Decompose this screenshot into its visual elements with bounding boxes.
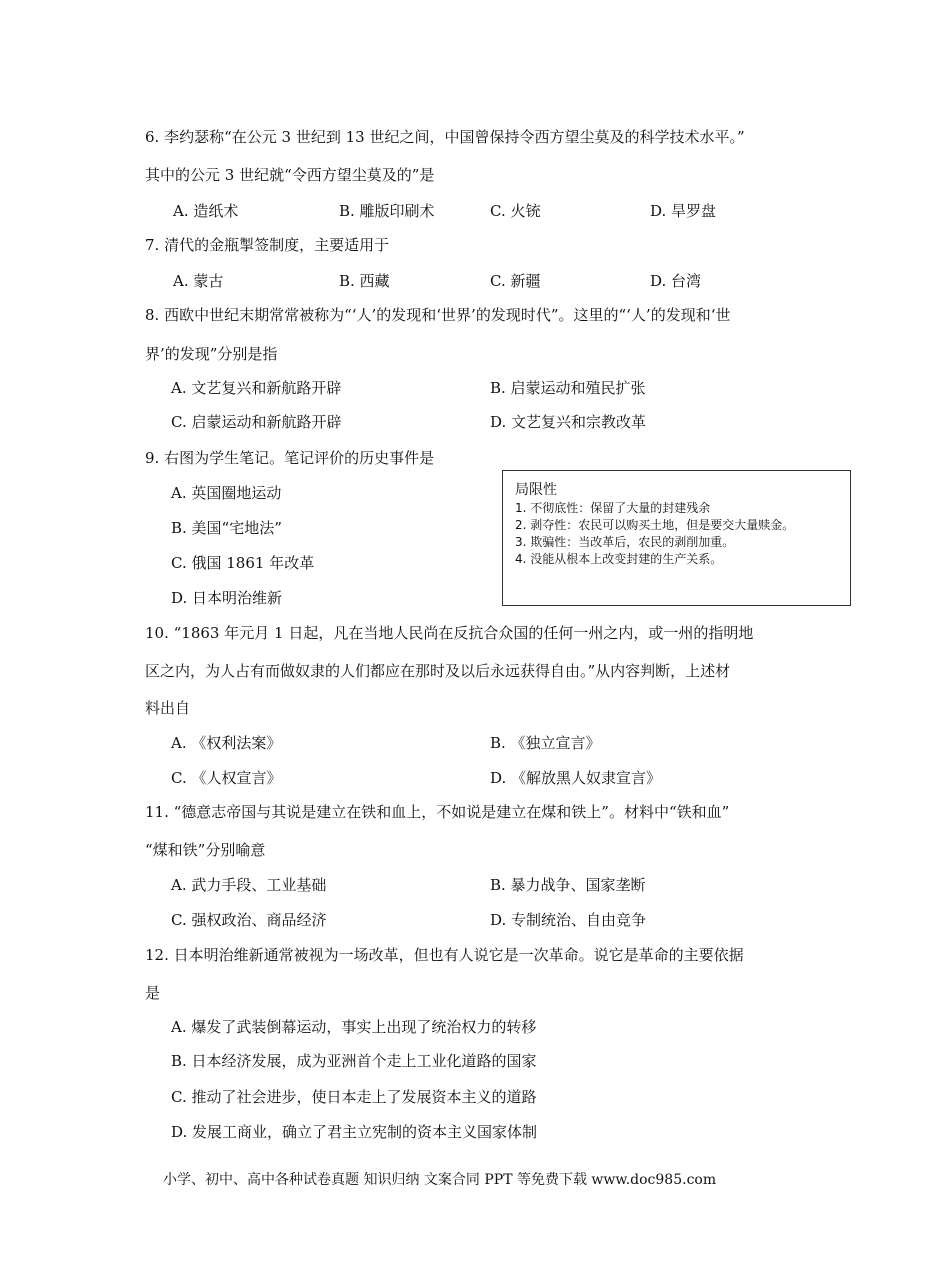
q11-line-2: “煤和铁”分别喻意	[145, 841, 266, 859]
note-line-4: 4. 没能从根本上改变封建的生产关系。	[515, 552, 723, 566]
q10-line-3: 料出自	[145, 699, 191, 717]
q10-option-d: D. 《解放黑人奴隶宣言》	[490, 769, 662, 787]
student-note-box	[502, 470, 851, 606]
q11-option-b: B. 暴力战争、国家垄断	[490, 876, 646, 894]
q6-line-1: 6. 李约瑟称“在公元 3 世纪到 13 世纪之间，中国曾保持令西方望尘莫及的科学技术水平。”	[145, 128, 745, 146]
note-line-1: 1. 不彻底性：保留了大量的封建残余	[515, 501, 711, 515]
q12-line-1: 12. 日本明治维新通常被视为一场改革，但也有人说它是一次革命。说它是革命的主要依据	[145, 946, 744, 964]
q6-line-2: 其中的公元 3 世纪就“令西方望尘莫及的”是	[145, 166, 435, 184]
q8-line-1: 8. 西欧中世纪末期常常被称为“‘人’的发现和‘世界’的发现时代”。这里的“‘人’的发现和‘世	[145, 306, 731, 324]
q10-line-1: 10. “1863 年元月 1 日起，凡在当地人民尚在反抗合众国的任何一州之内，或一州的指明地	[145, 624, 754, 642]
note-title: 局限性	[515, 482, 557, 498]
q9-option-c: C. 俄国 1861 年改革	[171, 554, 315, 572]
q8-option-b: B. 启蒙运动和殖民扩张	[490, 379, 646, 397]
q9-option-d: D. 日本明治维新	[171, 589, 283, 607]
q7-option-c: C. 新疆	[490, 272, 541, 290]
note-line-3: 3. 欺骗性：当改革后，农民的剥削加重。	[515, 535, 735, 549]
q7-option-b: B. 西藏	[339, 272, 390, 290]
q8-line-2: 界’的发现”分别是指	[145, 345, 278, 363]
q11-option-a: A. 武力手段、工业基础	[171, 876, 327, 894]
page-footer: 小学、初中、高中各种试卷真题 知识归纳 文案合同 PPT 等免费下载 www.doc985.com	[163, 1172, 717, 1188]
q12-option-b: B. 日本经济发展，成为亚洲首个走上工业化道路的国家	[171, 1052, 537, 1070]
q10-option-b: B. 《独立宣言》	[490, 734, 601, 752]
q8-option-c: C. 启蒙运动和新航路开辟	[171, 413, 342, 431]
q10-line-2: 区之内，为人占有而做奴隶的人们都应在那时及以后永远获得自由。”从内容判断，上述材	[145, 662, 731, 680]
q8-option-a: A. 文艺复兴和新航路开辟	[171, 379, 342, 397]
q11-option-d: D. 专制统治、自由竞争	[490, 911, 647, 929]
q12-option-a: A. 爆发了武装倒幕运动，事实上出现了统治权力的转移	[171, 1018, 537, 1036]
q8-option-d: D. 文艺复兴和宗教改革	[490, 413, 647, 431]
q12-line-2: 是	[145, 984, 161, 1002]
q11-line-1: 11. “德意志帝国与其说是建立在铁和血上，不如说是建立在煤和铁上”。材料中“铁和血”	[145, 803, 730, 821]
q6-option-b: B. 雕版印刷术	[339, 202, 435, 220]
q6-option-a: A. 造纸术	[173, 202, 239, 220]
q9-line-1: 9. 右图为学生笔记。笔记评价的历史事件是	[145, 449, 435, 467]
q11-option-c: C. 强权政治、商品经济	[171, 911, 327, 929]
q12-option-c: C. 推动了社会进步，使日本走上了发展资本主义的道路	[171, 1088, 537, 1106]
q9-option-a: A. 英国圈地运动	[171, 484, 282, 502]
q7-option-a: A. 蒙古	[173, 272, 224, 290]
q9-option-b: B. 美国“宅地法”	[171, 519, 282, 537]
q7-line-1: 7. 清代的金瓶掣签制度，主要适用于	[145, 236, 390, 254]
note-line-2: 2. 剥夺性：农民可以购买土地，但是要交大量赎金。	[515, 518, 795, 532]
q10-option-c: C. 《人权宣言》	[171, 769, 282, 787]
q10-option-a: A. 《权利法案》	[171, 734, 282, 752]
q7-option-d: D. 台湾	[650, 272, 702, 290]
q6-option-d: D. 旱罗盘	[650, 202, 717, 220]
q12-option-d: D. 发展工商业，确立了君主立宪制的资本主义国家体制	[171, 1123, 538, 1141]
q6-option-c: C. 火铳	[490, 202, 541, 220]
